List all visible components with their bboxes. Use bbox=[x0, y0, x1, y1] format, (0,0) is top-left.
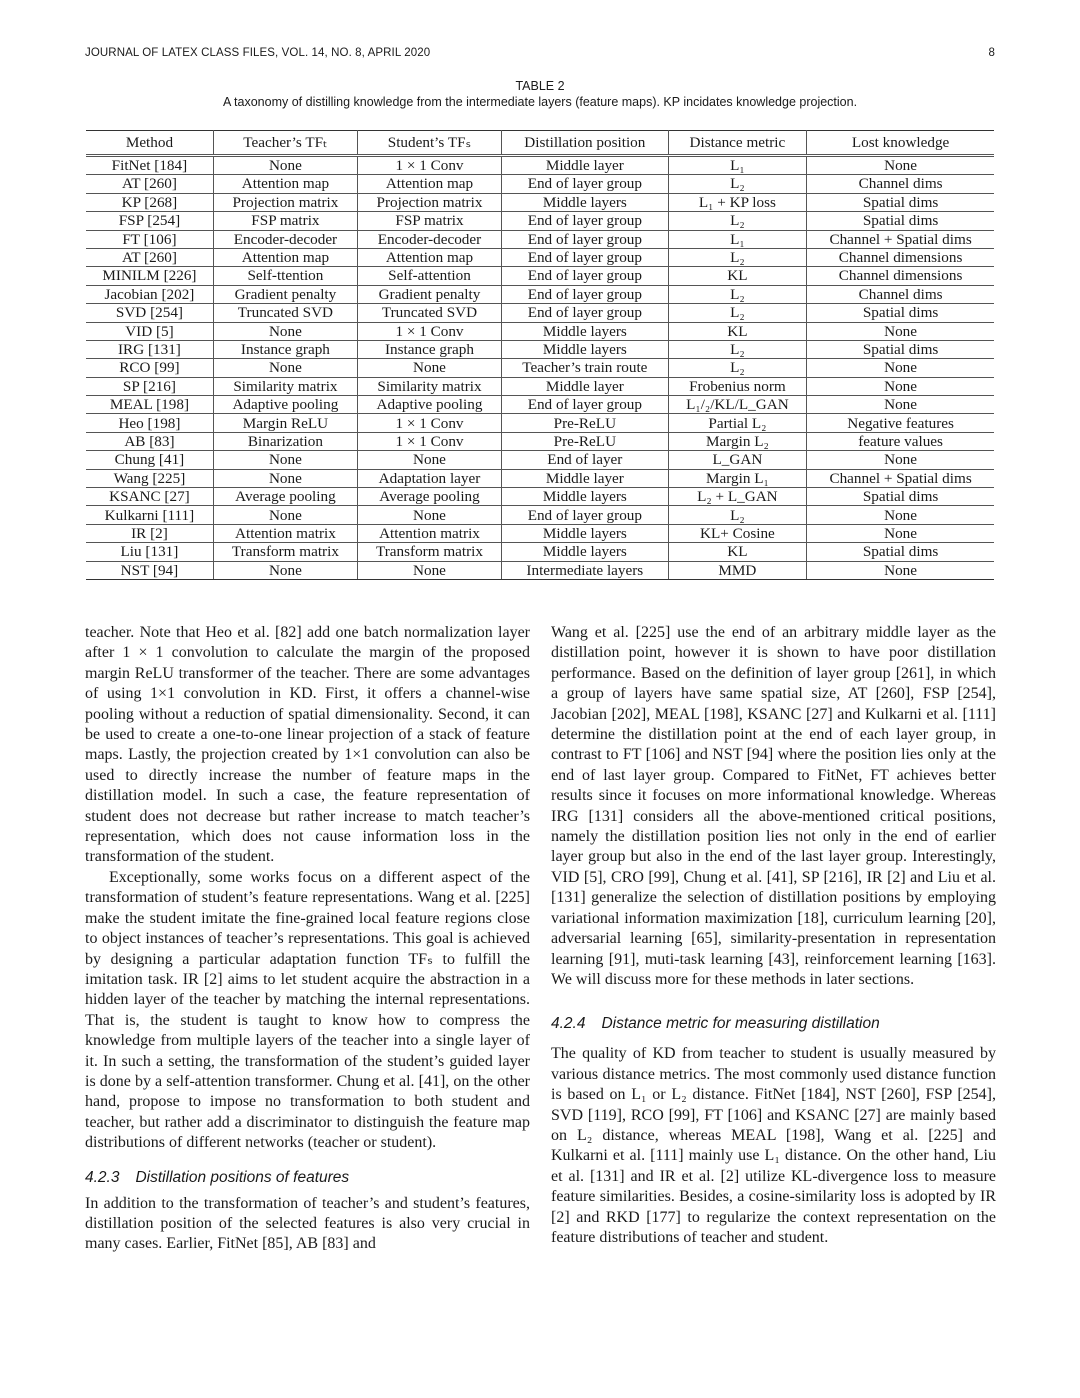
cell-method: SP [216] bbox=[86, 377, 213, 395]
cell-teacher-tf: Attention map bbox=[213, 248, 357, 266]
cell-distillation-position: End of layer group bbox=[502, 248, 669, 266]
cell-method: AT [260] bbox=[86, 175, 213, 193]
cell-lost-knowledge: None bbox=[807, 506, 994, 524]
table-row bbox=[86, 212, 994, 230]
cell-method: SVD [254] bbox=[86, 304, 213, 322]
cell-student-tf: Self-attention bbox=[357, 267, 501, 285]
cell-distance-metric: L₂ bbox=[668, 506, 807, 524]
cell-lost-knowledge: Channel + Spatial dims bbox=[807, 469, 994, 487]
cell-method: RCO [99] bbox=[86, 359, 213, 377]
cell-distillation-position: Pre-ReLU bbox=[502, 414, 669, 432]
cell-distance-metric: L₂ bbox=[668, 340, 807, 358]
cell-teacher-tf: Instance graph bbox=[213, 340, 357, 358]
cell-distance-metric: L₂ bbox=[668, 248, 807, 266]
cell-student-tf: 1 × 1 Conv bbox=[357, 322, 501, 340]
table-row bbox=[86, 524, 994, 542]
table-header-row bbox=[86, 131, 994, 156]
cell-distillation-position: Middle layers bbox=[502, 322, 669, 340]
table-row bbox=[86, 432, 994, 450]
cell-method: VID [5] bbox=[86, 322, 213, 340]
paragraph: Wang et al. [225] use the end of an arbitrary middle layer as the distillation point, however it is shown to have poor distillation performance. Based on the definition of layer group [261], in which a group of layers have same spatial size, AT [260], FSP [254], Jacobian [202], MEAL [198], KSANC [27] and Kulkarni et al. [111] determine the distillation point at the end of each layer group, in contrast to FT [106] and NST [94] where the position lies only at the end of last layer group. Compared to FitNet, FT achieves better results since it focuses on more informational knowledge. Whereas IRG [131] considers all the above-mentioned critical positions, namely the distillation position lies not only in the end of earlier layer group but also in the end of the last layer group. Interestingly, VID [5], CRO [99], Chung et al. [41], SP [216], IR [2] and Liu et al. [131] generalize the selection of distillation positions by employing variational information maximization [18], curriculum learning [20], adversarial learning [65], similarity-presentation in representation learning [91], muti-task learning [43], reinforcement learning [163]. We will discuss more for these methods in later sections. bbox=[551, 624, 996, 988]
cell-method: Liu [131] bbox=[86, 543, 213, 561]
cell-teacher-tf: Truncated SVD bbox=[213, 304, 357, 322]
col-header-method: Method bbox=[86, 131, 213, 156]
cell-lost-knowledge: Spatial dims bbox=[807, 212, 994, 230]
cell-distillation-position: End of layer group bbox=[502, 396, 669, 414]
table-row bbox=[86, 488, 994, 506]
table-row bbox=[86, 230, 994, 248]
cell-student-tf: Gradient penalty bbox=[357, 285, 501, 303]
paragraph: The quality of KD from teacher to student is usually measured by various distance metrics. The most commonly used distance function is based on L₁ or L₂ distance. FitNet [184], NST [260], FSP [254], SVD [119], RCO [99], FT [106] and KSANC [27] are mainly based on L₂ distance, whereas MEAL [198], Wang et al. [225] and Kulkarni et al. [111] mainly use L₁ distance. On the other hand, Liu et al. [131] and IR et al. [2] utilize KL-divergence loss to measure feature similarities. Besides, a cosine-similarity loss is adopted by IR [2] and RKD [177] to regularize the context representation on the feature distributions of teacher and student. bbox=[551, 1045, 996, 1246]
table-label: TABLE 2 bbox=[515, 79, 565, 93]
cell-distillation-position: End of layer group bbox=[502, 267, 669, 285]
cell-distance-metric: L_GAN bbox=[668, 451, 807, 469]
cell-distillation-position: End of layer group bbox=[502, 175, 669, 193]
cell-method: Kulkarni [111] bbox=[86, 506, 213, 524]
cell-teacher-tf: None bbox=[213, 561, 357, 579]
cell-lost-knowledge: None bbox=[807, 524, 994, 542]
table-row bbox=[86, 322, 994, 340]
cell-student-tf: FSP matrix bbox=[357, 212, 501, 230]
cell-distillation-position: End of layer group bbox=[502, 285, 669, 303]
cell-student-tf: Encoder-decoder bbox=[357, 230, 501, 248]
cell-teacher-tf: None bbox=[213, 359, 357, 377]
paragraph: teacher. Note that Heo et al. [82] add one batch normalization layer after 1 × 1 convolution to calculate the margin of the proposed margin ReLU transformer of the teacher. There are some advantages of using 1×1 convolution in KD. First, it offers a channel-wise pooling without a reduction of spatial dimensionality. Second, it can be used to create a one-to-one linear projection of a stack of feature maps. Lastly, the projection created by 1×1 convolution can also be used to directly increase the number of feature maps in the distillation model. In such a case, the feature representation of student does not decrease but rather increase to match teacher’s representation, which does not cause information loss in the transformation of the student. bbox=[85, 624, 530, 866]
table-row bbox=[86, 451, 994, 469]
cell-teacher-tf: Gradient penalty bbox=[213, 285, 357, 303]
journal-title: JOURNAL OF LATEX CLASS FILES, VOL. 14, NO. 8, APRIL 2020 bbox=[85, 47, 431, 59]
cell-method: AT [260] bbox=[86, 248, 213, 266]
table-row bbox=[86, 396, 994, 414]
cell-distillation-position: End of layer bbox=[502, 451, 669, 469]
table-row bbox=[86, 304, 994, 322]
section-heading-4-2-3 bbox=[85, 1168, 530, 1188]
cell-lost-knowledge: None bbox=[807, 359, 994, 377]
cell-teacher-tf: Average pooling bbox=[213, 488, 357, 506]
table-row bbox=[86, 175, 994, 193]
section-number: 4.2.3 bbox=[85, 1168, 120, 1186]
cell-student-tf: Attention map bbox=[357, 248, 501, 266]
cell-lost-knowledge: None bbox=[807, 156, 994, 175]
cell-distance-metric: Margin L₁ bbox=[668, 469, 807, 487]
paragraph: Exceptionally, some works focus on a different aspect of the transformation of student’s feature representations. Wang et al. [225] make the student imitate the fine-grained local feature regions close to object instances of teacher’s representations. This goal is achieved by designing a particular adaptation function TFₛ to fulfill the imitation task. IR [2] aims to let student acquire the abstraction in a hidden layer of the teacher by matching the internal representations. That is, the student is taught to know how to compress the knowledge from multiple layers of the teacher into a single layer of it. In such a setting, the transformation of the student’s guided layer is done by a self-attention transformer. Chung et al. [41], on the other hand, propose to impose no transformation to both student and teacher, but rather add a discriminator to distinguish the feature map distributions of different networks (teacher or student). bbox=[85, 868, 530, 1152]
col-header-distance-metric: Distance metric bbox=[668, 131, 807, 156]
cell-distance-metric: Frobenius norm bbox=[668, 377, 807, 395]
cell-distillation-position: Pre-ReLU bbox=[502, 432, 669, 450]
cell-teacher-tf: None bbox=[213, 469, 357, 487]
cell-method: FSP [254] bbox=[86, 212, 213, 230]
cell-distillation-position: Middle layers bbox=[502, 543, 669, 561]
cell-teacher-tf: FSP matrix bbox=[213, 212, 357, 230]
cell-distillation-position: Middle layer bbox=[502, 469, 669, 487]
cell-student-tf: Projection matrix bbox=[357, 193, 501, 211]
cell-distance-metric: L₁/₂/KL/L_GAN bbox=[668, 396, 807, 414]
cell-lost-knowledge: Spatial dims bbox=[807, 488, 994, 506]
cell-distillation-position: Middle layer bbox=[502, 377, 669, 395]
table-caption-text: A taxonomy of distilling knowledge from the intermediate layers (feature maps). KP incidates knowledge projection. bbox=[222, 95, 858, 109]
col-header-teacher-tf: Teacher’s TFₜ bbox=[213, 131, 357, 156]
cell-distance-metric: L₂ bbox=[668, 212, 807, 230]
cell-distance-metric: L₂ bbox=[668, 175, 807, 193]
cell-student-tf: 1 × 1 Conv bbox=[357, 432, 501, 450]
table-row bbox=[86, 377, 994, 395]
section-title: Distillation positions of features bbox=[135, 1168, 350, 1186]
cell-lost-knowledge: Spatial dims bbox=[807, 340, 994, 358]
cell-student-tf: Adaptation layer bbox=[357, 469, 501, 487]
cell-student-tf: Average pooling bbox=[357, 488, 501, 506]
cell-teacher-tf: Margin ReLU bbox=[213, 414, 357, 432]
cell-lost-knowledge: Channel dimensions bbox=[807, 248, 994, 266]
cell-distance-metric: L₂ bbox=[668, 359, 807, 377]
cell-method: AB [83] bbox=[86, 432, 213, 450]
cell-distillation-position: End of layer group bbox=[502, 212, 669, 230]
table-row bbox=[86, 193, 994, 211]
col-header-distillation-position: Distillation position bbox=[502, 131, 669, 156]
cell-student-tf: None bbox=[357, 451, 501, 469]
table-row bbox=[86, 340, 994, 358]
cell-distillation-position: End of layer group bbox=[502, 304, 669, 322]
table-row bbox=[86, 359, 994, 377]
section-number: 4.2.4 bbox=[551, 1015, 586, 1033]
cell-lost-knowledge: Channel dims bbox=[807, 175, 994, 193]
taxonomy-table bbox=[86, 130, 994, 580]
cell-distillation-position: Middle layer bbox=[502, 156, 669, 175]
cell-lost-knowledge: None bbox=[807, 561, 994, 579]
cell-method: Wang [225] bbox=[86, 469, 213, 487]
cell-distance-metric: KL bbox=[668, 267, 807, 285]
cell-teacher-tf: None bbox=[213, 156, 357, 175]
cell-distance-metric: L₁ bbox=[668, 156, 807, 175]
cell-teacher-tf: Transform matrix bbox=[213, 543, 357, 561]
right-text-column bbox=[551, 623, 996, 1248]
cell-lost-knowledge: None bbox=[807, 377, 994, 395]
cell-distance-metric: KL bbox=[668, 322, 807, 340]
cell-student-tf: Transform matrix bbox=[357, 543, 501, 561]
cell-method: IRG [131] bbox=[86, 340, 213, 358]
cell-distillation-position: Teacher’s train route bbox=[502, 359, 669, 377]
cell-distillation-position: Middle layers bbox=[502, 524, 669, 542]
cell-lost-knowledge: Spatial dims bbox=[807, 193, 994, 211]
cell-distillation-position: Middle layers bbox=[502, 340, 669, 358]
cell-student-tf: None bbox=[357, 506, 501, 524]
cell-teacher-tf: None bbox=[213, 322, 357, 340]
cell-student-tf: Similarity matrix bbox=[357, 377, 501, 395]
cell-lost-knowledge: Channel + Spatial dims bbox=[807, 230, 994, 248]
cell-method: FitNet [184] bbox=[86, 156, 213, 175]
cell-distance-metric: Partial L₂ bbox=[668, 414, 807, 432]
cell-distillation-position: End of layer group bbox=[502, 506, 669, 524]
table-row bbox=[86, 506, 994, 524]
cell-lost-knowledge: Spatial dims bbox=[807, 543, 994, 561]
section-title: Distance metric for measuring distillation bbox=[601, 1015, 880, 1033]
section-heading-4-2-4 bbox=[551, 1014, 996, 1034]
cell-lost-knowledge: Negative features bbox=[807, 414, 994, 432]
cell-student-tf: Adaptive pooling bbox=[357, 396, 501, 414]
cell-teacher-tf: None bbox=[213, 451, 357, 469]
cell-method: Heo [198] bbox=[86, 414, 213, 432]
cell-lost-knowledge: Spatial dims bbox=[807, 304, 994, 322]
table-row bbox=[86, 267, 994, 285]
cell-method: MEAL [198] bbox=[86, 396, 213, 414]
cell-student-tf: None bbox=[357, 561, 501, 579]
cell-lost-knowledge: Channel dimensions bbox=[807, 267, 994, 285]
cell-method: KP [268] bbox=[86, 193, 213, 211]
cell-lost-knowledge: None bbox=[807, 322, 994, 340]
cell-distance-metric: L₂ bbox=[668, 304, 807, 322]
table-row bbox=[86, 561, 994, 579]
cell-method: IR [2] bbox=[86, 524, 213, 542]
cell-distillation-position: Intermediate layers bbox=[502, 561, 669, 579]
table-caption bbox=[85, 78, 995, 110]
cell-distance-metric: MMD bbox=[668, 561, 807, 579]
cell-distance-metric: L₂ + L_GAN bbox=[668, 488, 807, 506]
col-header-lost-knowledge: Lost knowledge bbox=[807, 131, 994, 156]
cell-method: KSANC [27] bbox=[86, 488, 213, 506]
cell-distillation-position: Middle layers bbox=[502, 488, 669, 506]
cell-lost-knowledge: feature values bbox=[807, 432, 994, 450]
cell-teacher-tf: Attention map bbox=[213, 175, 357, 193]
cell-distance-metric: L₂ bbox=[668, 285, 807, 303]
table-row bbox=[86, 248, 994, 266]
cell-method: NST [94] bbox=[86, 561, 213, 579]
cell-distance-metric: L₁ bbox=[668, 230, 807, 248]
cell-lost-knowledge: None bbox=[807, 451, 994, 469]
cell-teacher-tf: Similarity matrix bbox=[213, 377, 357, 395]
cell-student-tf: 1 × 1 Conv bbox=[357, 156, 501, 175]
cell-lost-knowledge: None bbox=[807, 396, 994, 414]
table-row bbox=[86, 156, 994, 175]
left-text-column bbox=[85, 623, 530, 1255]
cell-teacher-tf: None bbox=[213, 506, 357, 524]
cell-distillation-position: Middle layers bbox=[502, 193, 669, 211]
cell-student-tf: Attention map bbox=[357, 175, 501, 193]
cell-student-tf: Instance graph bbox=[357, 340, 501, 358]
cell-teacher-tf: Encoder-decoder bbox=[213, 230, 357, 248]
paragraph: In addition to the transformation of teacher’s and student’s features, distillation position of the selected features is also very crucial in many cases. Earlier, FitNet [85], AB [83] and bbox=[85, 1194, 530, 1253]
cell-distance-metric: KL bbox=[668, 543, 807, 561]
table-row bbox=[86, 543, 994, 561]
cell-method: MINILM [226] bbox=[86, 267, 213, 285]
cell-distance-metric: Margin L₂ bbox=[668, 432, 807, 450]
cell-student-tf: None bbox=[357, 359, 501, 377]
cell-student-tf: 1 × 1 Conv bbox=[357, 414, 501, 432]
cell-student-tf: Truncated SVD bbox=[357, 304, 501, 322]
cell-method: FT [106] bbox=[86, 230, 213, 248]
taxonomy-table-container bbox=[86, 130, 994, 580]
page-number: 8 bbox=[988, 47, 995, 59]
cell-method: Chung [41] bbox=[86, 451, 213, 469]
table-row bbox=[86, 285, 994, 303]
cell-lost-knowledge: Channel dims bbox=[807, 285, 994, 303]
cell-teacher-tf: Attention matrix bbox=[213, 524, 357, 542]
cell-teacher-tf: Adaptive pooling bbox=[213, 396, 357, 414]
cell-teacher-tf: Projection matrix bbox=[213, 193, 357, 211]
cell-teacher-tf: Binarization bbox=[213, 432, 357, 450]
cell-method: Jacobian [202] bbox=[86, 285, 213, 303]
col-header-student-tf: Student’s TFₛ bbox=[357, 131, 501, 156]
cell-student-tf: Attention matrix bbox=[357, 524, 501, 542]
cell-distance-metric: L₁ + KP loss bbox=[668, 193, 807, 211]
table-row bbox=[86, 414, 994, 432]
cell-distillation-position: End of layer group bbox=[502, 230, 669, 248]
cell-teacher-tf: Self-ttention bbox=[213, 267, 357, 285]
cell-distance-metric: KL+ Cosine bbox=[668, 524, 807, 542]
running-header bbox=[85, 47, 995, 59]
table-row bbox=[86, 469, 994, 487]
